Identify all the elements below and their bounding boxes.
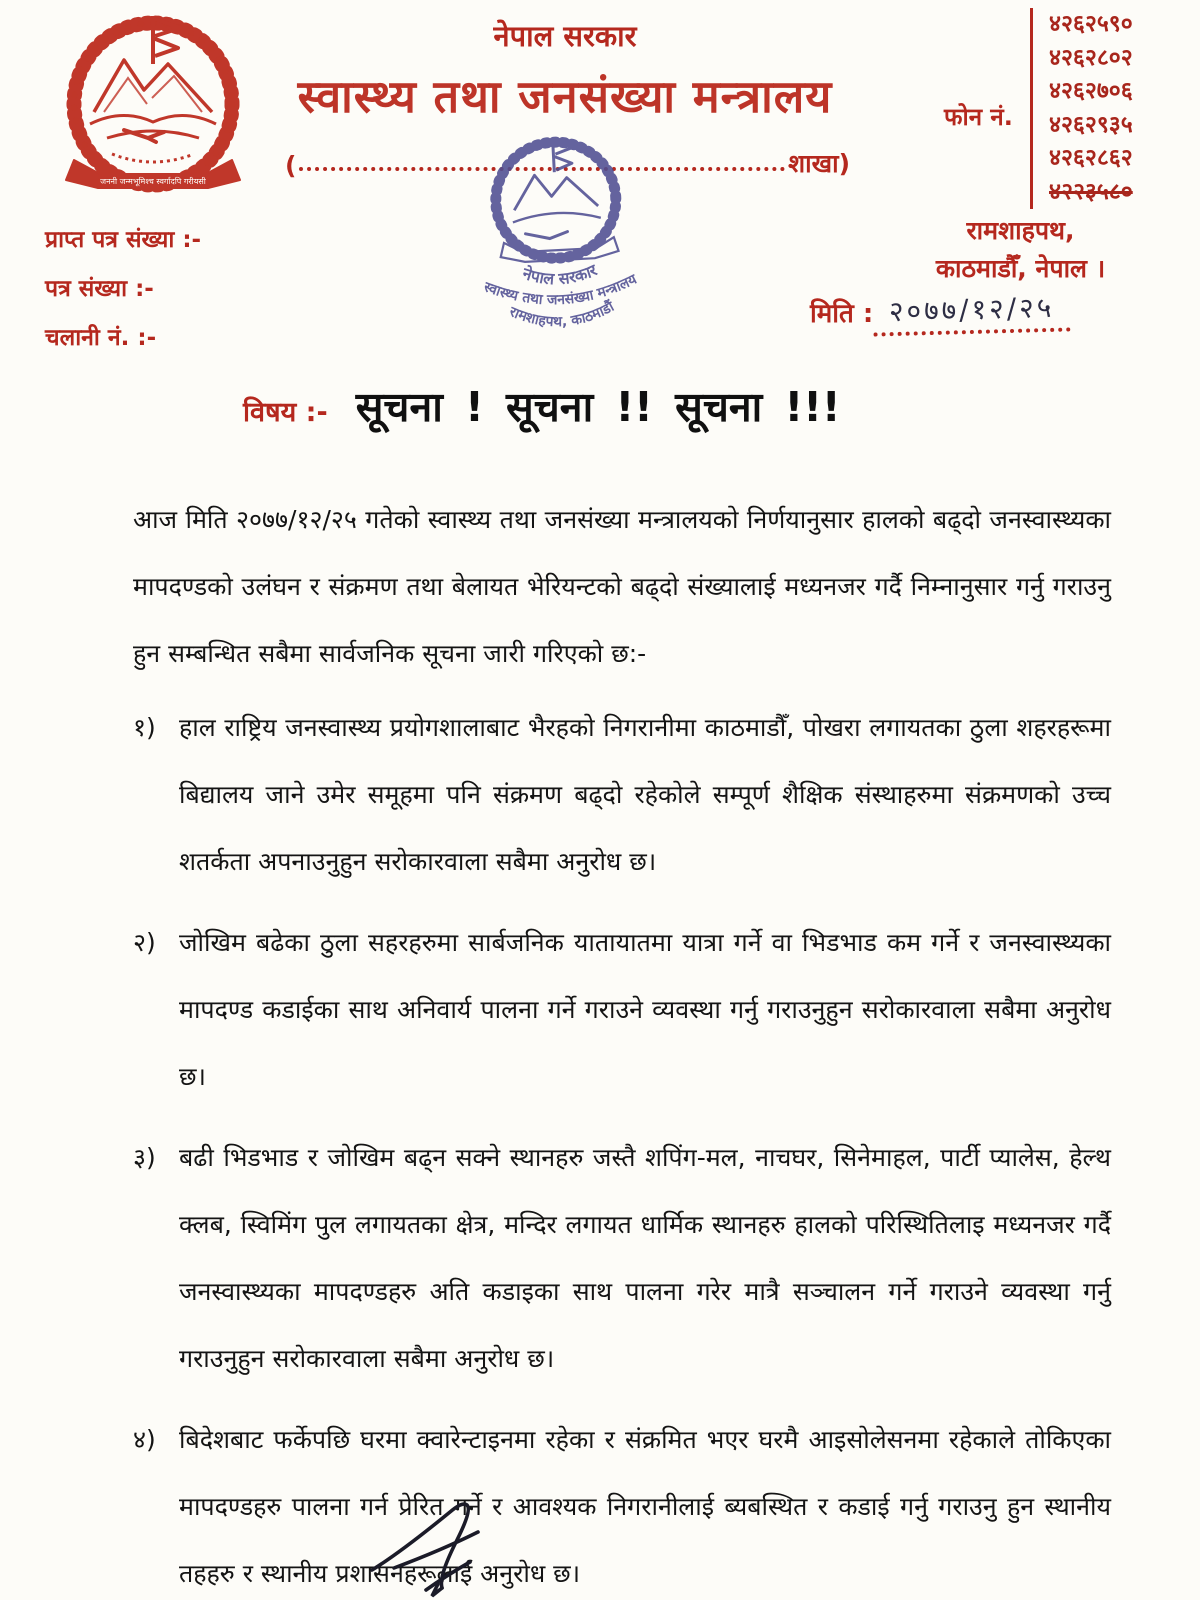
stamp-line-2: स्वास्थ्य तथा जनसंख्या मन्त्रालय — [481, 271, 640, 309]
stamp-line-3: रामशाहपथ, काठमाडौं — [506, 298, 617, 331]
list-item — [133, 1124, 1111, 1392]
letterhead — [215, 16, 915, 126]
item-text: जोखिम बढेका ठुला सहरहरुमा सार्बजनिक यातायातमा यात्रा गर्ने वा भिडभाड कम गर्ने र जनस्वास्थ्यका मापदण्ड कडाईका साथ अनिवार्य पालना गर्ने गराउने व्यवस्था गर्नु गराउनुहुन सरोकारवाला सबैमा अनुरोध छ। — [179, 928, 1111, 1091]
item-number: २) — [133, 928, 156, 957]
item-text: बिदेशबाट फर्केपछि घरमा क्वारेन्टाइनमा रहेका र संक्रमित भएर घरमै आइसोलेसनमा रहेकाले तोकिएका मापदण्डहरु पालना गर्न प्रेरित गर्ने र आवश्यक निगरानीलाई ब्यबस्थित र कडाई गर्नु गराउनु हुन स्थानीय तहहरु र स्थानीय प्रशासनहरूलाई अनुरोध छ। — [179, 1425, 1111, 1588]
list-item — [133, 1406, 1111, 1600]
item-text: हाल राष्ट्रिय जनस्वास्थ्य प्रयोगशालाबाट भैरहको निगरानीमा काठमाडौँ, पोखरा लगायतका ठुला शहरहरूमा बिद्यालय जाने उमेर समूहमा पनि संक्रमण बढ्दो रहेकोले सम्पूर्ण शैक्षिक संस्थाहरुमा संक्रमणको उच्च शतर्कता अपनाउनुहुन सरोकारवाला सबैमा अनुरोध छ। — [179, 713, 1111, 876]
emblem-motto: जननी जन्मभूमिश्च स्वर्गादपि गरीयसी — [100, 177, 206, 186]
subject-label: विषय :- — [243, 397, 328, 428]
phone-number: ४२६२५९० — [1049, 11, 1133, 37]
date-value-handwritten: २०७७/१२/२५ — [873, 287, 1071, 336]
item-text: बढी भिडभाड र जोखिम बढ्न सक्ने स्थानहरु जस्तै शपिंग-मल, नाचघर, सिनेमाहल, पार्टी प्यालेस, हेल्थ क्लब, स्विमिंग पुल लगायतका क्षेत्र, मन्दिर लगायत धार्मिक स्थानहरु हालको परिस्थितिलाइ मध्यनजर गर्दै जनस्वास्थ्यका मापदण्डहरु अति कडाइका साथ पालना गरेर मात्रै सञ्चालन गर्ने गराउने व्यवस्था गर्नु गराउनुहुन सरोकारवाला सबैमा अनुरोध छ। — [179, 1143, 1111, 1373]
government-title: नेपाल सरकार — [493, 19, 637, 53]
phone-number: ४२६२८६२ — [1049, 145, 1133, 171]
dispatch-no-label: चलानी नं. :- — [45, 325, 157, 351]
svg-text:नेपाल सरकार — [518, 259, 601, 290]
branch-label: शाखा) — [788, 149, 850, 178]
signature-scribble — [366, 1496, 516, 1598]
stamp-line-1: नेपाल सरकार — [520, 260, 600, 289]
item-number: ३) — [133, 1143, 156, 1172]
notice-list — [133, 694, 1111, 1600]
ministry-title: स्वास्थ्य तथा जनसंख्या मन्त्रालय — [297, 70, 833, 123]
ministry-stamp-seal — [440, 122, 680, 362]
address-line-2: काठमाडौँ, नेपाल । — [935, 254, 1106, 283]
phone-number-list — [1030, 8, 1133, 209]
branch-open-paren: ( — [285, 151, 297, 180]
phone-number: ४२६२८०२ — [1049, 44, 1133, 71]
received-letter-no-label: प्राप्त पत्र संख्या :- — [45, 227, 202, 253]
subject-row — [243, 378, 841, 434]
phone-number: ४२६२७०६ — [1049, 78, 1133, 104]
intro-paragraph: आज मिति २०७७/१२/२५ गतेको स्वास्थ्य तथा जनसंख्या मन्त्रालयको निर्णयानुसार हालको बढ्दो जनस्वास्थ्यका मापदण्डको उलंघन र संक्रमण तथा बेलायत भेरियन्टको बढ्दो संख्यालाई मध्यनजर गर्दै निम्नानुसार गर्नु गराउनु हुन सम्बन्धित सबैमा सार्वजनिक सूचना जारी गरिएको छ:- — [133, 505, 1111, 668]
address-line-1: रामशाहपथ, — [966, 216, 1075, 245]
phone-number: ४२६२९३५ — [1049, 111, 1133, 138]
date-label: मिति : — [810, 299, 874, 329]
date-row — [810, 290, 1071, 334]
list-item — [133, 694, 1111, 895]
subject-title: सूचना ! सूचना !! सूचना !!! — [355, 383, 841, 431]
item-number: ४) — [133, 1425, 156, 1454]
reference-block — [45, 216, 201, 363]
item-number: १) — [133, 713, 156, 742]
phone-number-struck: ४२२३५८० — [1049, 178, 1133, 205]
phone-label: फोन नं. — [944, 103, 1013, 131]
ministry-address — [893, 212, 1148, 288]
letter-no-label: पत्र संख्या :- — [45, 276, 154, 302]
list-item — [133, 909, 1111, 1110]
